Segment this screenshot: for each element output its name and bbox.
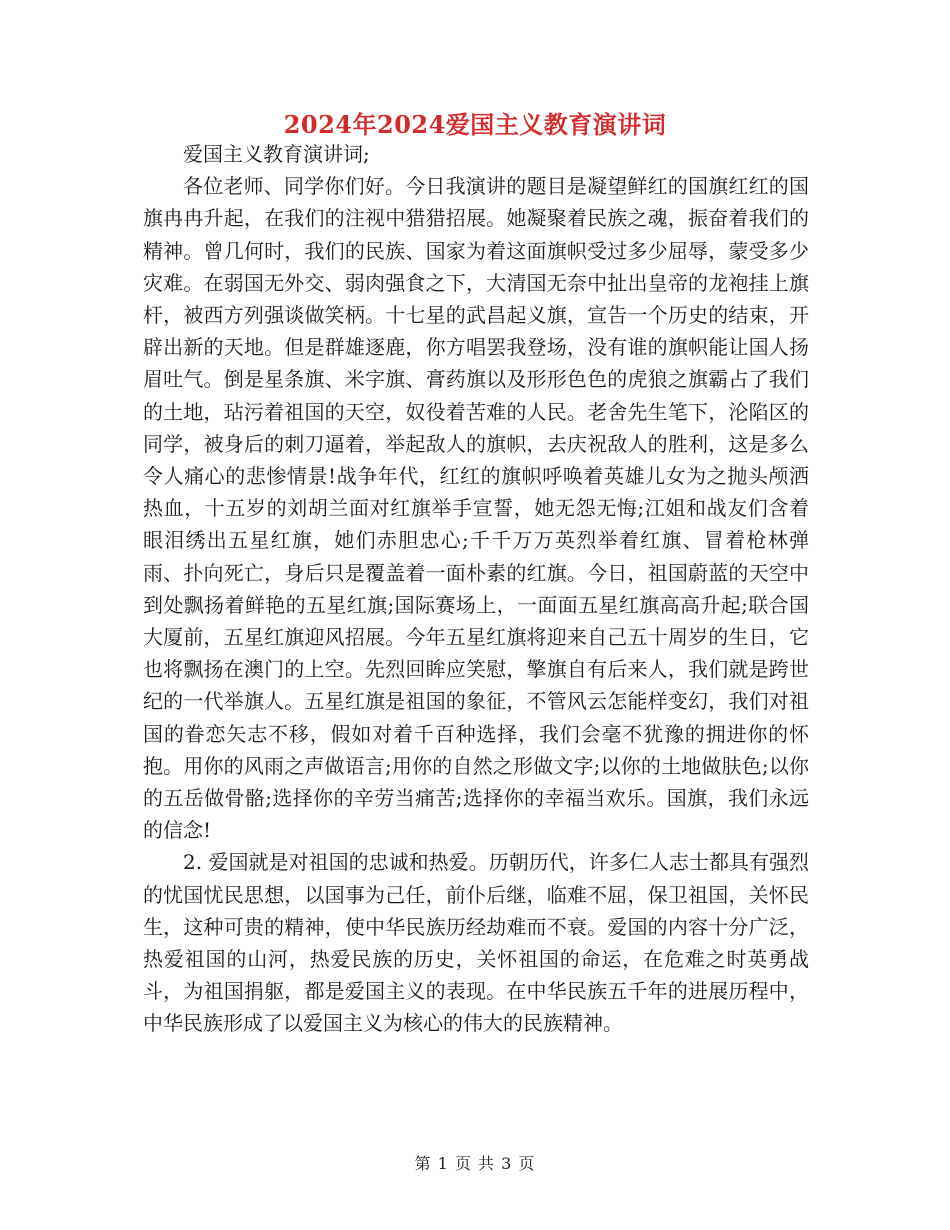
paragraph-patriotism: 2. 爱国就是对祖国的忠诚和热爱。历朝历代，许多仁人志士都具有强烈的忧国忧民思想，以国事为己任，前仆后继，临难不屈，保卫祖国，关怀民生，这种可贵的精神，使中华民族历经劫难而不衰。爱国的内容十分广泛，热爱祖国的山河，热爱民族的历史，关怀祖国的命运，在危难之时英勇战斗，为祖国捐躯，都是爱国主义的表现。在中华民族五千年的进展历程中，中华民族形成了以爱国主义为核心的伟大的民族精神。 bbox=[143, 850, 809, 1036]
document-title: 2024年2024爱国主义教育演讲词 bbox=[283, 110, 667, 139]
page-number-footer: 第 1 页 共 3 页 bbox=[414, 1154, 536, 1173]
document-body bbox=[143, 138, 809, 1040]
paragraph-speech: 各位老师、同学你们好。今日我演讲的题目是凝望鲜红的国旗红红的国旗冉冉升起，在我们的注视中猎猎招展。她凝聚着民族之魂，振奋着我们的精神。曾几何时，我们的民族、国家为着这面旗帜受过多少屈辱，蒙受多少灾难。在弱国无外交、弱肉强食之下，大清国无奈中扯出皇帝的龙袍挂上旗杆，被西方列强谈做笑柄。十七星的武昌起义旗，宣告一个历史的结束，开辟出新的天地。但是群雄逐鹿，你方唱罢我登场，没有谁的旗帜能让国人扬眉吐气。倒是星条旗、米字旗、膏药旗以及形形色色的虎狼之旗霸占了我们的土地，玷污着祖国的天空，奴役着苦难的人民。老舍先生笔下，沦陷区的同学，被身后的刺刀逼着，举起敌人的旗帜，去庆祝敌人的胜利，这是多么令人痛心的悲惨情景!战争年代，红红的旗帜呼唤着英雄儿女为之抛头颅洒热血，十五岁的刘胡兰面对红旗举手宣誓，她无怨无悔;江姐和战友们含着眼泪绣出五星红旗，她们赤胆忠心;千千万万英烈举着红旗、冒着枪林弹雨、扑向死亡，身后只是覆盖着一面朴素的红旗。今日，祖国蔚蓝的天空中到处飘扬着鲜艳的五星红旗;国际赛场上，一面面五星红旗高高升起;联合国大厦前，五星红旗迎风招展。今年五星红旗将迎来自己五十周岁的生日，它也将飘扬在澳门的上空。先烈回眸应笑慰，擎旗自有后来人，我们就是跨世纪的一代举旗人。五星红旗是祖国的象征，不管风云怎能样变幻，我们对祖国的眷恋矢志不移，假如对着千百种选择，我们会毫不犹豫的拥进你的怀抱。用你的风雨之声做语言;用你的自然之形做文字;以你的土地做肤色;以你的五岳做骨骼;选择你的辛劳当痛苦;选择你的幸福当欢乐。国旗，我们永远的信念! bbox=[143, 174, 809, 843]
paragraph-greeting-heading: 爱国主义教育演讲词; bbox=[183, 142, 370, 166]
